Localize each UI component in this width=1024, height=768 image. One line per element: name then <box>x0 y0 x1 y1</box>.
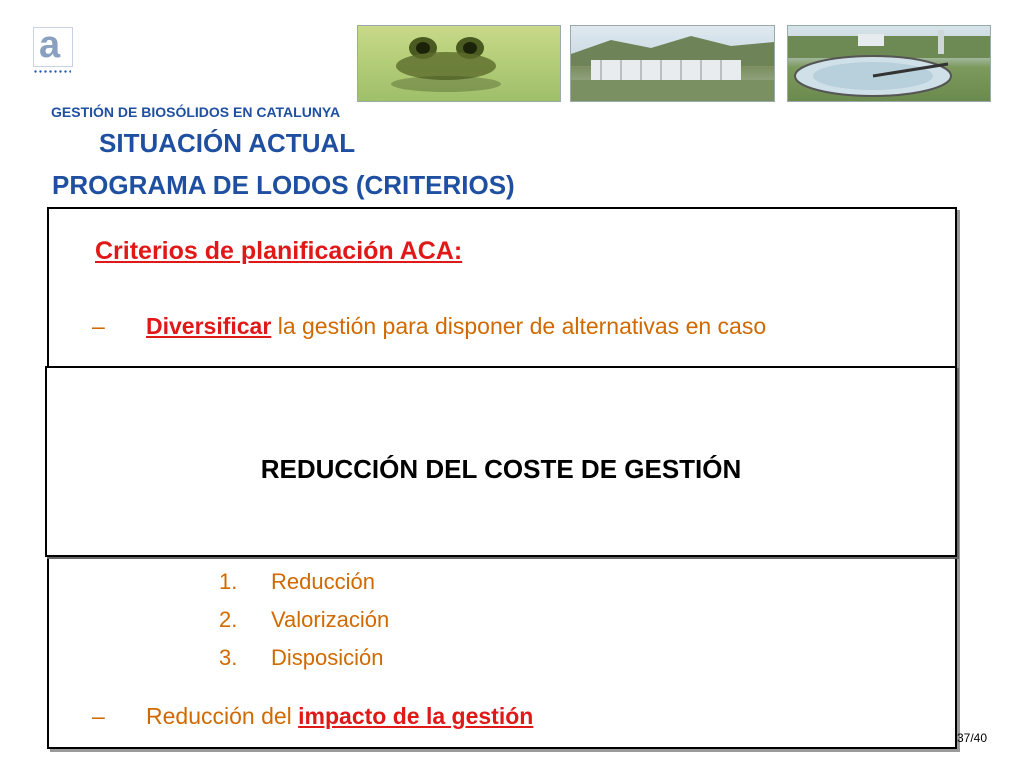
logo-mark <box>33 24 73 67</box>
list-number: 2. <box>219 607 238 632</box>
list-label: Valorización <box>271 607 390 632</box>
section-kicker: GESTIÓN DE BIOSÓLIDOS EN CATALUNYA <box>51 104 341 120</box>
priority-list <box>219 569 389 683</box>
bullet2-text: Reducción del <box>146 703 299 729</box>
logo-dots <box>33 70 71 73</box>
logo-letter: a <box>39 24 61 66</box>
page-title-line2: PROGRAMA DE LODOS (CRITERIOS) <box>52 170 515 200</box>
aca-logo <box>33 24 73 69</box>
bullet-dash: – <box>92 703 105 729</box>
impacto-emphasis: impacto de la gestión <box>298 703 534 729</box>
bullet1-text-line1: la gestión para disponer de alternativas en caso <box>271 313 767 339</box>
list-number: 1. <box>219 569 238 594</box>
list-label: Disposición <box>271 645 384 670</box>
treatment-plant-photo <box>787 25 991 102</box>
list-label: Reducción <box>271 569 375 594</box>
list-item <box>219 645 389 683</box>
list-number: 3. <box>219 645 238 670</box>
bullet-impacto <box>92 703 533 730</box>
list-item <box>219 607 389 645</box>
dam-photo <box>570 25 775 102</box>
callout-box <box>45 366 957 557</box>
list-item <box>219 569 389 607</box>
bullet-dash: – <box>92 313 105 339</box>
frog-photo <box>357 25 561 102</box>
page-title-line1: SITUACIÓN ACTUAL <box>99 128 356 158</box>
diversificar-emphasis: Diversificar <box>146 313 272 339</box>
callout-text: REDUCCIÓN DEL COSTE DE GESTIÓN <box>260 454 742 484</box>
page-number: 37/40 <box>957 731 988 745</box>
criteria-heading: Criterios de planificación ACA: <box>95 237 463 265</box>
